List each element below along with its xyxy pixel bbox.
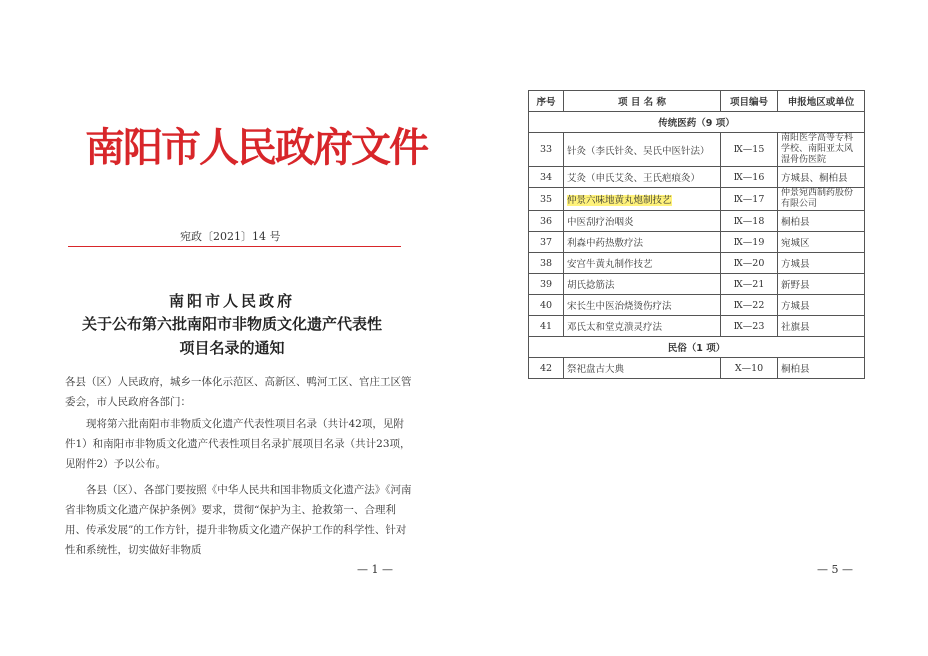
category-label: 民俗（1 项） [529,337,865,358]
cell-code: Ⅹ—10 [721,358,778,379]
table-row [529,167,865,188]
cell-code: Ⅸ—16 [721,167,778,188]
header-no: 序号 [529,91,564,112]
cell-area: 方城县 [778,253,865,274]
cell-name: 针灸（李氏针灸、吴氏中医针法） [564,133,721,167]
cell-name: 祭祀盘古大典 [564,358,721,379]
table-header-row [529,91,865,112]
cell-area: 社旗县 [778,316,865,337]
red-divider-line [68,246,401,247]
category-row [529,337,865,358]
cell-area: 桐柏县 [778,358,865,379]
highlighted-text: 仲景六味地黄丸炮制技艺 [567,195,672,206]
cell-code: Ⅸ—19 [721,232,778,253]
cell-no: 39 [529,274,564,295]
cell-no: 35 [529,188,564,211]
notice-title-line-3: 项目名录的通知 [179,339,285,357]
cell-no: 36 [529,211,564,232]
notice-title-line-2: 关于公布第六批南阳市非物质文化遗产代表性 [81,315,382,333]
category-label: 传统医药（9 项） [529,112,865,133]
cell-area: 宛城区 [778,232,865,253]
requirement-paragraph: 各县（区）、各部门要按照《中华人民共和国非物质文化遗产法》《河南省非物质文化遗产保护条例》要求，贯彻“保护为主、抢救第一、合理利用、传承发展”的工作方针，提升非物质文化遗产保护工作的科学性、针对性和系统性，切实做好非物质 [65,484,412,556]
salutation-paragraph: 各县（区）人民政府，城乡一体化示范区、高新区、鸭河工区、官庄工区管委会，市人民政府各部门： [65,376,412,408]
document-red-header: 南阳市人民政府文件 [85,125,427,171]
table-row [529,232,865,253]
cell-code: Ⅸ—20 [721,253,778,274]
header-name: 项 目 名 称 [564,91,721,112]
table-row [529,133,865,167]
cell-name: 中医刮疗治咽炎 [564,211,721,232]
cell-area: 方城县、桐柏县 [778,167,865,188]
cell-code: Ⅸ—23 [721,316,778,337]
cell-code: Ⅸ—22 [721,295,778,316]
table-row [529,253,865,274]
page-number: — 1 — [357,563,393,576]
cell-no: 37 [529,232,564,253]
table-row [529,211,865,232]
issuer-title: 南阳市人民政府 [168,292,295,310]
cell-area: 方城县 [778,295,865,316]
cell-area: 仲景宛西制药股份有限公司 [778,188,865,211]
header-area: 申报地区或单位 [778,91,865,112]
cell-name-highlighted [564,188,721,211]
cell-no: 34 [529,167,564,188]
cell-name: 利森中药热敷疗法 [564,232,721,253]
cell-name: 宋长生中医治烧烫伤疗法 [564,295,721,316]
cell-code: Ⅸ—15 [721,133,778,167]
right-page [464,0,928,656]
cell-no: 41 [529,316,564,337]
cell-name: 安宫牛黄丸制作技艺 [564,253,721,274]
cell-code: Ⅸ—18 [721,211,778,232]
cell-code: Ⅸ—17 [721,188,778,211]
cell-name: 艾灸（申氏艾灸、王氏疤痕灸） [564,167,721,188]
table-row [529,358,865,379]
page-number: — 5 — [817,563,853,576]
cell-area: 桐柏县 [778,211,865,232]
cell-no: 42 [529,358,564,379]
cell-name: 邓氏太和堂克溃灵疗法 [564,316,721,337]
heritage-project-table [528,90,865,379]
cell-name: 胡氏捻筋法 [564,274,721,295]
cell-area: 南阳医学高等专科学校、南阳亚太风湿骨伤医院 [778,133,865,167]
table-row [529,295,865,316]
cell-code: Ⅸ—21 [721,274,778,295]
document-number: 宛政〔2021〕14 号 [180,230,281,243]
announcement-paragraph: 现将第六批南阳市非物质文化遗产代表性项目名录（共计42项，见附件1）和南阳市非物质文化遗产代表性项目名录扩展项目名录（共计23项，见附件2）予以公布。 [65,418,411,470]
cell-area: 新野县 [778,274,865,295]
table-row [529,274,865,295]
table-row [529,188,865,211]
cell-no: 38 [529,253,564,274]
category-row [529,112,865,133]
cell-no: 33 [529,133,564,167]
table-row [529,316,865,337]
header-code: 项目编号 [721,91,778,112]
cell-no: 40 [529,295,564,316]
